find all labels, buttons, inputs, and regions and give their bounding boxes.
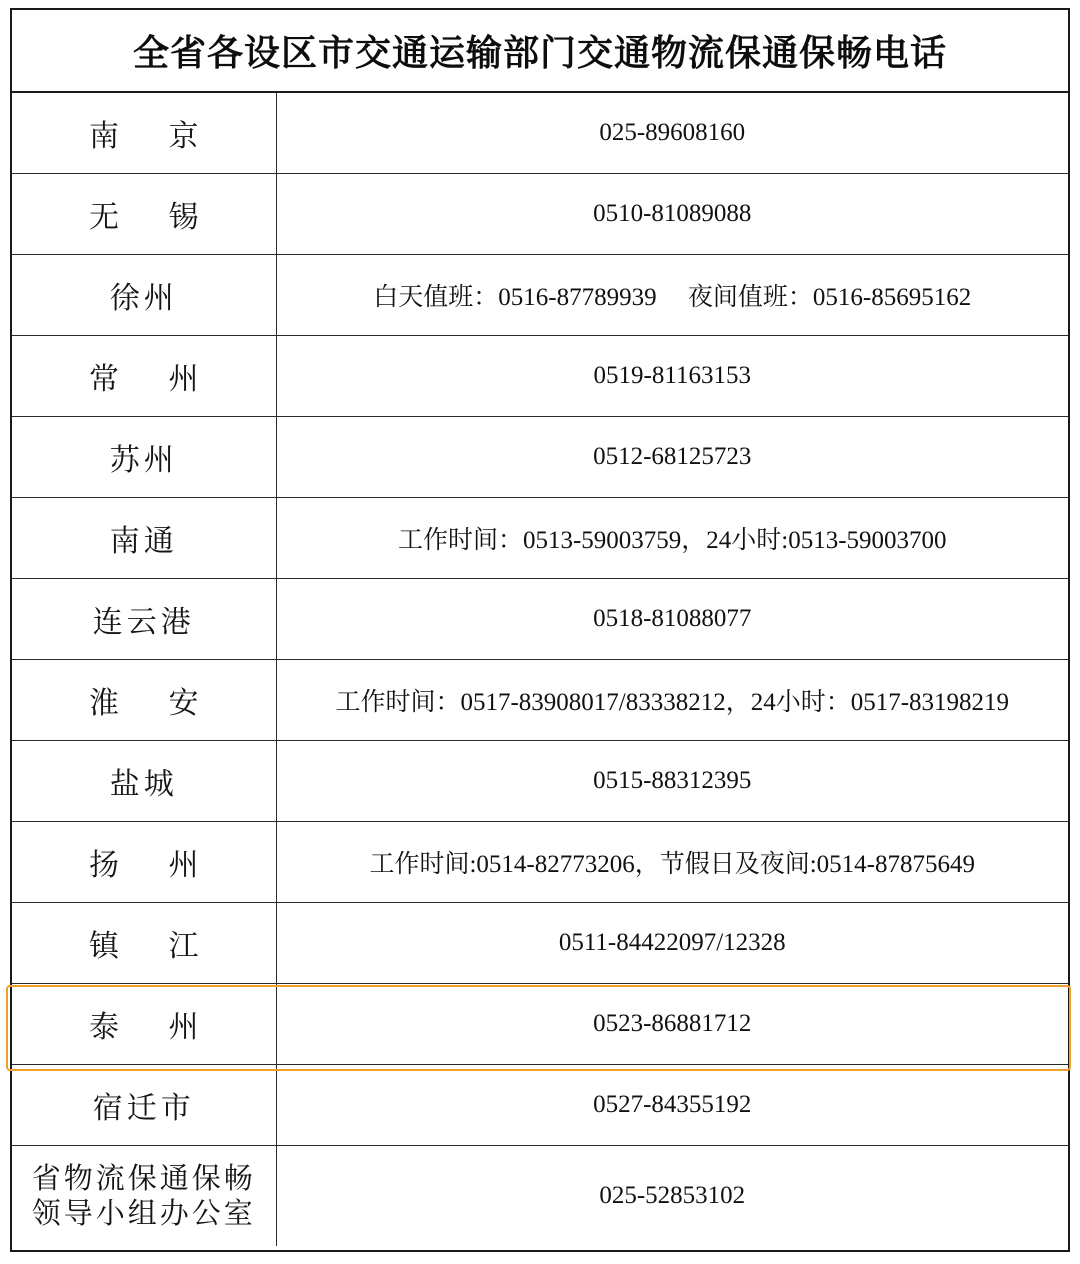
phone-number: 025-89608160	[599, 119, 746, 146]
phone-number: 工作时间：0513-59003759，24小时:0513-59003700	[397, 527, 947, 554]
city-name: 苏州	[109, 443, 178, 478]
city-name: 盐城	[109, 767, 178, 802]
phone-directory-table	[10, 8, 1070, 1252]
table-row	[12, 1146, 1068, 1247]
table-row-highlighted	[12, 984, 1068, 1065]
phone-number: 工作时间:0514-82773206，节假日及夜间:0514-87875649	[369, 851, 976, 878]
city-name: 扬 州	[88, 848, 219, 883]
table-row	[12, 417, 1068, 498]
table-row	[12, 1065, 1068, 1146]
office-name-line2: 领导小组办公室	[31, 1196, 256, 1230]
phone-number: 白天值班：0516-87789939 夜间值班：0516-85695162	[373, 284, 972, 311]
table-row	[12, 903, 1068, 984]
city-name: 无 锡	[88, 200, 219, 235]
table-row	[12, 498, 1068, 579]
phone-number: 0510-81089088	[593, 200, 752, 227]
phone-number: 0512-68125723	[593, 443, 752, 470]
phone-number: 0515-88312395	[593, 767, 752, 794]
table-row	[12, 741, 1068, 822]
phone-number: 0527-84355192	[593, 1091, 752, 1118]
city-name: 宿迁市	[92, 1091, 195, 1126]
contact-table	[12, 93, 1068, 1246]
table-row	[12, 336, 1068, 417]
phone-number: 0523-86881712	[593, 1010, 752, 1037]
city-name: 南 京	[88, 119, 219, 154]
phone-number: 0519-81163153	[593, 362, 751, 389]
title-row	[12, 10, 1068, 93]
city-name: 徐州	[109, 281, 178, 316]
city-name: 南通	[109, 524, 178, 559]
phone-number: 工作时间：0517-83908017/83338212，24小时：0517-83198219	[335, 689, 1010, 716]
phone-number: 0511-84422097/12328	[558, 929, 786, 956]
table-row	[12, 93, 1068, 174]
table-row	[12, 660, 1068, 741]
city-name: 常 州	[88, 362, 219, 397]
office-name-line1: 省物流保通保畅	[31, 1161, 256, 1196]
table-row	[12, 255, 1068, 336]
table-row	[12, 822, 1068, 903]
table-row	[12, 579, 1068, 660]
city-name: 泰 州	[88, 1010, 219, 1045]
phone-number: 025-52853102	[599, 1182, 746, 1209]
city-name: 淮 安	[88, 686, 219, 721]
page-title: 全省各设区市交通运输部门交通物流保通保畅电话	[132, 33, 947, 74]
city-name: 镇 江	[88, 929, 219, 964]
phone-number: 0518-81088077	[593, 605, 752, 632]
city-name: 连云港	[92, 605, 195, 640]
table-row	[12, 174, 1068, 255]
